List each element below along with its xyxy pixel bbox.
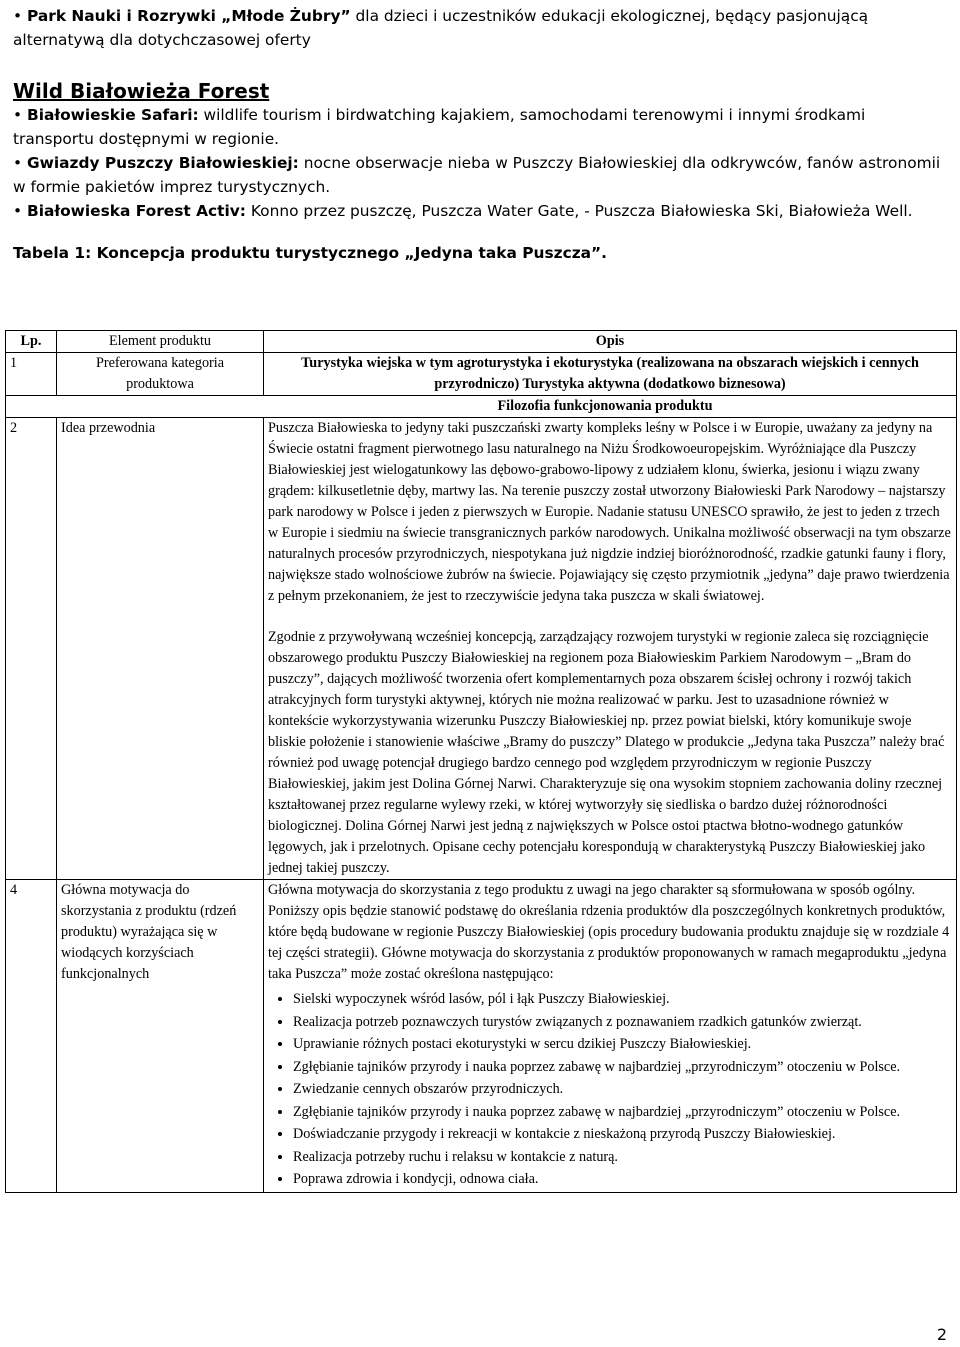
list-item: • Uprawianie różnych postaci ekoturystyki w sercu dzikiej Puszczy Białowieskiej. (293, 1034, 952, 1055)
list-item: • Sielski wypoczynek wśród lasów, pól i łąk Puszczy Białowieskiej. (293, 989, 952, 1010)
header-element: Element produktu (57, 331, 264, 353)
section-header: Filozofia funkcjonowania produktu (6, 396, 957, 418)
bullet-bold: Gwiazdy Puszczy Białowieskiej: (26, 154, 299, 172)
bullet-text: Konno przez puszczę, Puszcza Water Gate, - Puszcza Białowieska Ski, Białowieża Well. (245, 202, 913, 220)
bullet-bold: Białowieskie Safari: (26, 106, 199, 124)
cell-opis (264, 880, 957, 1193)
list-item: • Zwiedzanie cennych obszarów przyrodniczych. (293, 1079, 952, 1100)
product-concept-table (5, 330, 957, 1193)
table-caption: Tabela 1: Koncepcja produktu turystycznego „Jedyna taka Puszcza”. (13, 244, 608, 262)
list-item: • Realizacja potrzeby ruchu i relaksu w kontakcie z naturą. (293, 1147, 952, 1168)
bullet-bold: Park Nauki i Rozrywki „Młode Żubry” (26, 7, 351, 25)
bullet-safari: • Białowieskie Safari: wildlife tourism i birdwatching kajakiem, samochodami terenowymi i innymi środkami transportu dostępnymi w regionie. (13, 106, 866, 148)
bullet-text: nocne obserwacje nieba w Puszczy Białowieskiej dla odkrywców, fanów astronomii w formie pakietów imprez turystycznych. (13, 154, 941, 196)
bullet-forest-activ: • Białowieska Forest Activ: Konno przez puszczę, Puszcza Water Gate, - Puszcza Białowieska Ski, Białowieża Well. (13, 202, 913, 220)
bullet-bold: Białowieska Forest Activ: (26, 202, 246, 220)
list-item: • Doświadczanie przygody i rekreacji w kontakcie z nieskażoną przyrodą Puszczy Białowieskiej. (293, 1124, 952, 1145)
section-title: Wild Białowieża Forest (13, 79, 270, 103)
motivation-list (268, 989, 952, 1190)
cell-lp: 2 (6, 418, 57, 880)
cell-opis (264, 418, 957, 880)
cell-lp: 1 (6, 353, 57, 396)
header-lp: Lp. (6, 331, 57, 353)
opis-paragraph: Główna motywacja do skorzystania z tego produktu z uwagi na jego charakter są sformułowana w sposób ogólny. Poniższy opis będzie stanowić podstawę do określania rdzenia produktów dla poszczególnych konkretnych produktów, które będą budowane w regionie Puszczy Białowieskiej (opis procedury budowania produktu znajduje się w rozdziale 4 tej części strategii). Główne motywacja do skorzystania z produktów proponowanych w ramach megaproduktu „jedyna taka Puszcza” może zostać określona następująco: (268, 882, 950, 982)
bullet-text: dla dzieci i uczestników edukacji ekologicznej, będący pasjonującą alternatywą dla dotychczasowej oferty (13, 7, 869, 49)
page-number: 2 (936, 1325, 947, 1344)
list-item: • Realizacja potrzeb poznawczych turystów związanych z poznawaniem rzadkich gatunków zwierząt. (293, 1012, 952, 1033)
cell-element: Idea przewodnia (57, 418, 264, 880)
table-row (6, 418, 957, 880)
list-item: • Zgłębianie tajników przyrody i nauka poprzez zabawę w najbardziej „przyrodniczym” otoczeniu w Polsce. (293, 1057, 952, 1078)
cell-lp: 4 (6, 880, 57, 1193)
intro-section (13, 4, 948, 265)
table-row (6, 353, 957, 396)
table-section-row (6, 396, 957, 418)
opis-paragraph: Puszcza Białowieska to jedyny taki puszczański zwarty kompleks leśny w Polsce i w Europie, uważany za jedyny na Świecie ostatni fragment pierwotnego lasu naturalnego na Niżu Środkowoeuropejskim. Wyróżniające dla Puszczy Białowieskiej jest wielogatunkowy las dębowo-grabowo-lipowy z udziałem klonu, świerka, jesionu i wiązu zwany grądem: kilkusetletnie dęby, martwy las. Na terenie puszczy został utworzony Białowieski Park Narodowy – najstarszy park narodowy w Polsce i jeden z pierwszych w Europie. Nadanie statusu UNESCO sprawiło, że jest to jeden z trzech w Europie i siedmiu na świecie transgranicznych parków narodowych. Unikalna możliwość obserwacji na tym obszarze naturalnych procesów przyrodniczych, niespotykana już nigdzie indziej bioróżnorodność, rzadkie gatunki fauny i flory, największe stado wolnościowe żubrów na świecie. Pojawiający się często przymiotnik „jedyna” daje prawo twierdzenia z pełnym przekonaniem, że jest to rzeczywiście jedyna taka puszcza w skali światowej. (268, 420, 951, 604)
cell-element: Preferowana kategoria produktowa (57, 353, 264, 396)
bullet-text: wildlife tourism i birdwatching kajakiem, samochodami terenowymi i innymi środkami transportu dostępnymi w regionie. (13, 106, 866, 148)
cell-opis: Turystyka wiejska w tym agroturystyka i ekoturystyka (realizowana na obszarach wiejskich i cennych przyrodniczo) Turystyka aktywna (dodatkowo biznesowa) (264, 353, 957, 396)
header-opis: Opis (264, 331, 957, 353)
list-item: • Poprawa zdrowia i kondycji, odnowa ciała. (293, 1169, 952, 1190)
cell-element: Główna motywacja do skorzystania z produktu (rdzeń produktu) wyrażająca się w wiodących korzyściach funkcjonalnych (57, 880, 264, 1193)
opis-paragraph: Zgodnie z przywoływaną wcześniej koncepcją, zarządzający rozwojem turystyki w regionie zaleca się rozciągnięcie obszarowego produktu Puszczy Białowieskiej na regionem poza Białowieskim Parkiem Narodowym – „Bram do puszczy”, dających możliwość tworzenia ofert komplementarnych poza obszarem ścisłej ochrony i rozwój takich atrakcyjnych form turystyki aktywnej, których nie można realizować w parku. Jest to uzasadnione również w kontekście wykorzystywania wizerunku Puszczy Białowieskiej np. przez powiat bielski, który komunikuje swoje bliskie położenie i stanowienie właściwe „Bramy do puszczy” Dlatego w produkcie „Jedyna taka Puszcza” należy brać również pod uwagę potencjał drugiego bardzo cennego pod względem przyrodniczym w regionie Puszczy Białowieskiej, jakim jest Dolina Górnej Narwi. Charakteryzuje się ona wysokim stopniem zachowania doliny rzecznej kształtowanej przez regularne wylewy rzeki, w której wytworzyły się siedliska o bardzo dużej różnorodności biologicznej. Dolina Górnej Narwi jest jedną z największych w Polsce ostoi ptactwa błotno-wodnego gatunków lęgowych, jak i przelotnych. Opisane cechy potencjału korespondują w charakterystyką Puszczy Białowieskiej jako jednej takiej puszczy. (268, 629, 945, 876)
table-row (6, 880, 957, 1193)
bullet-mlode-zubry: • Park Nauki i Rozrywki „Młode Żubry” dla dzieci i uczestników edukacji ekologicznej, będący pasjonującą alternatywą dla dotychczasowej oferty (13, 7, 869, 49)
list-item: • Zgłębianie tajników przyrody i nauka poprzez zabawę w najbardziej „przyrodniczym” otoczeniu w Polsce. (293, 1102, 952, 1123)
table-header-row (6, 331, 957, 353)
bullet-gwiazdy: • Gwiazdy Puszczy Białowieskiej: nocne obserwacje nieba w Puszczy Białowieskiej dla odkrywców, fanów astronomii w formie pakietów imprez turystycznych. (13, 154, 941, 196)
